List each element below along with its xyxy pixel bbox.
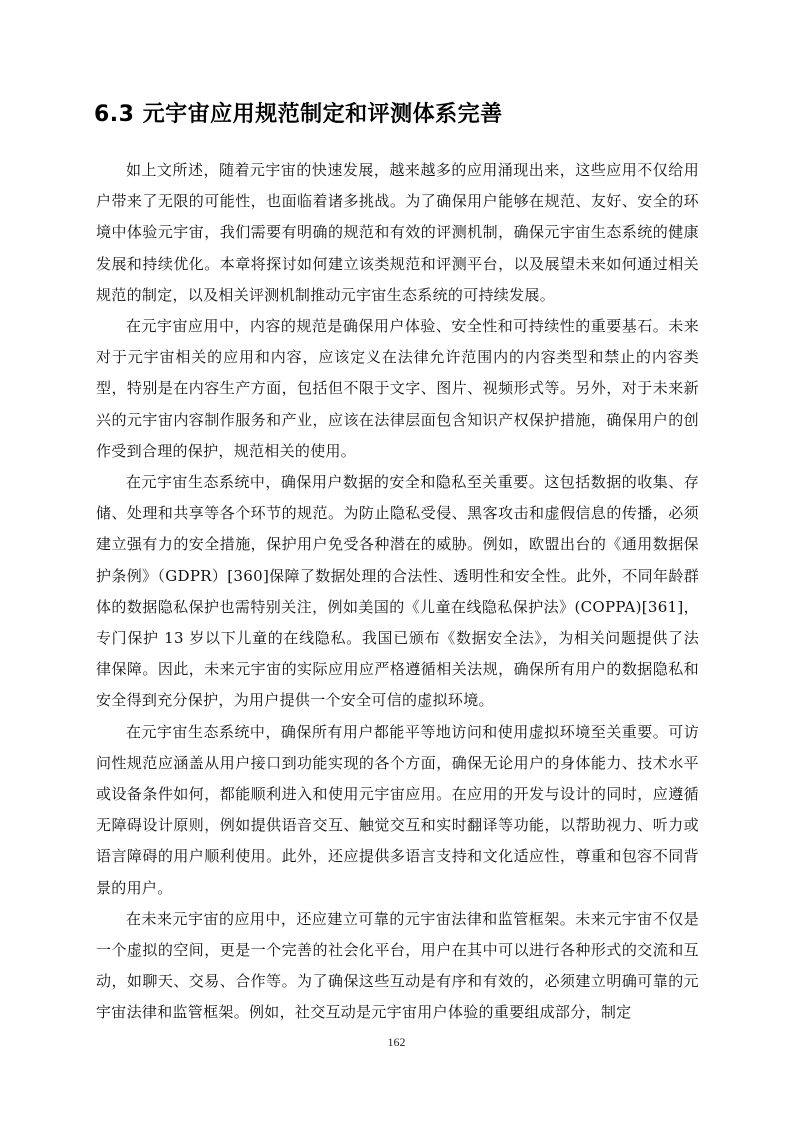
paragraph-accessibility: 在元宇宙生态系统中，确保所有用户都能平等地访问和使用虚拟环境至关重要。可访问性规范应涵盖从用户接口到功能实现的各个方面，确保无论用户的身体能力、技术水平或设备条件如何，都能顺利进入和使用元宇宙应用。在应用的开发与设计的同时，应遵循无障碍设计原则，例如提供语音交互、触觉交互和实时翻译等功能，以帮助视力、听力或语言障碍的用户顺利使用。此外，还应提供多语言支持和文化适应性，尊重和包容不同背景的用户。 bbox=[96, 722, 699, 897]
page-number: 162 bbox=[387, 1035, 406, 1049]
paragraph-content-norms: 在元宇宙应用中，内容的规范是确保用户体验、安全性和可持续性的重要基石。未来对于元宇宙相关的应用和内容，应该定义在法律允许范围内的内容类型和禁止的内容类型，特别是在内容生产方面，包括但不限于文字、图片、视频形式等。另外，对于未来新兴的元宇宙内容制作服务和产业，应该在法律层面包含知识产权保护措施，确保用户的创作受到合理的保护，规范相关的使用。 bbox=[96, 317, 699, 460]
paragraph-data-privacy: 在元宇宙生态系统中，确保用户数据的安全和隐私至关重要。这包括数据的收集、存储、处理和共享等各个环节的规范。为防止隐私受侵、黑客攻击和虚假信息的传播，必须建立强有力的安全措施，保护用户免受各种潜在的威胁。例如，欧盟出台的《通用数据保护条例》（GDPR）[360]保障了数据处理的合法性、透明性和安全性。此外，不同年龄群体的数据隐私保护也需特别关注，例如美国的《儿童在线隐私保护法》(COPPA)[361]，专门保护 13 岁以下儿童的在线隐私。我国已颁布《数据安全法》，为相关问题提供了法律保障。因此，未来元宇宙的实际应用应严格遵循相关法规，确保所有用户的数据隐私和安全得到充分保护，为用户提供一个安全可信的虚拟环境。 bbox=[96, 473, 699, 710]
section-heading: 6.3 元宇宙应用规范制定和评测体系完善 bbox=[94, 102, 503, 127]
paragraph-intro: 如上文所述，随着元宇宙的快速发展，越来越多的应用涌现出来，这些应用不仅给用户带来了无限的可能性，也面临着诸多挑战。为了确保用户能够在规范、友好、安全的环境中体验元宇宙，我们需要有明确的规范和有效的评测机制，确保元宇宙生态系统的健康发展和持续优化。本章将探讨如何建立该类规范和评测平台，以及展望未来如何通过相关规范的制定，以及相关评测机制推动元宇宙生态系统的可持续发展。 bbox=[96, 161, 699, 304]
paragraph-legal-framework: 在未来元宇宙的应用中，还应建立可靠的元宇宙法律和监管框架。未来元宇宙不仅是一个虚拟的空间，更是一个完善的社会化平台，用户在其中可以进行各种形式的交流和互动，如聊天、交易、合作等。为了确保这些互动是有序和有效的，必须建立明确可靠的元宇宙法律和监管框架。例如，社交互动是元宇宙用户体验的重要组成部分，制定 bbox=[96, 909, 699, 1022]
body-text bbox=[96, 155, 699, 1029]
